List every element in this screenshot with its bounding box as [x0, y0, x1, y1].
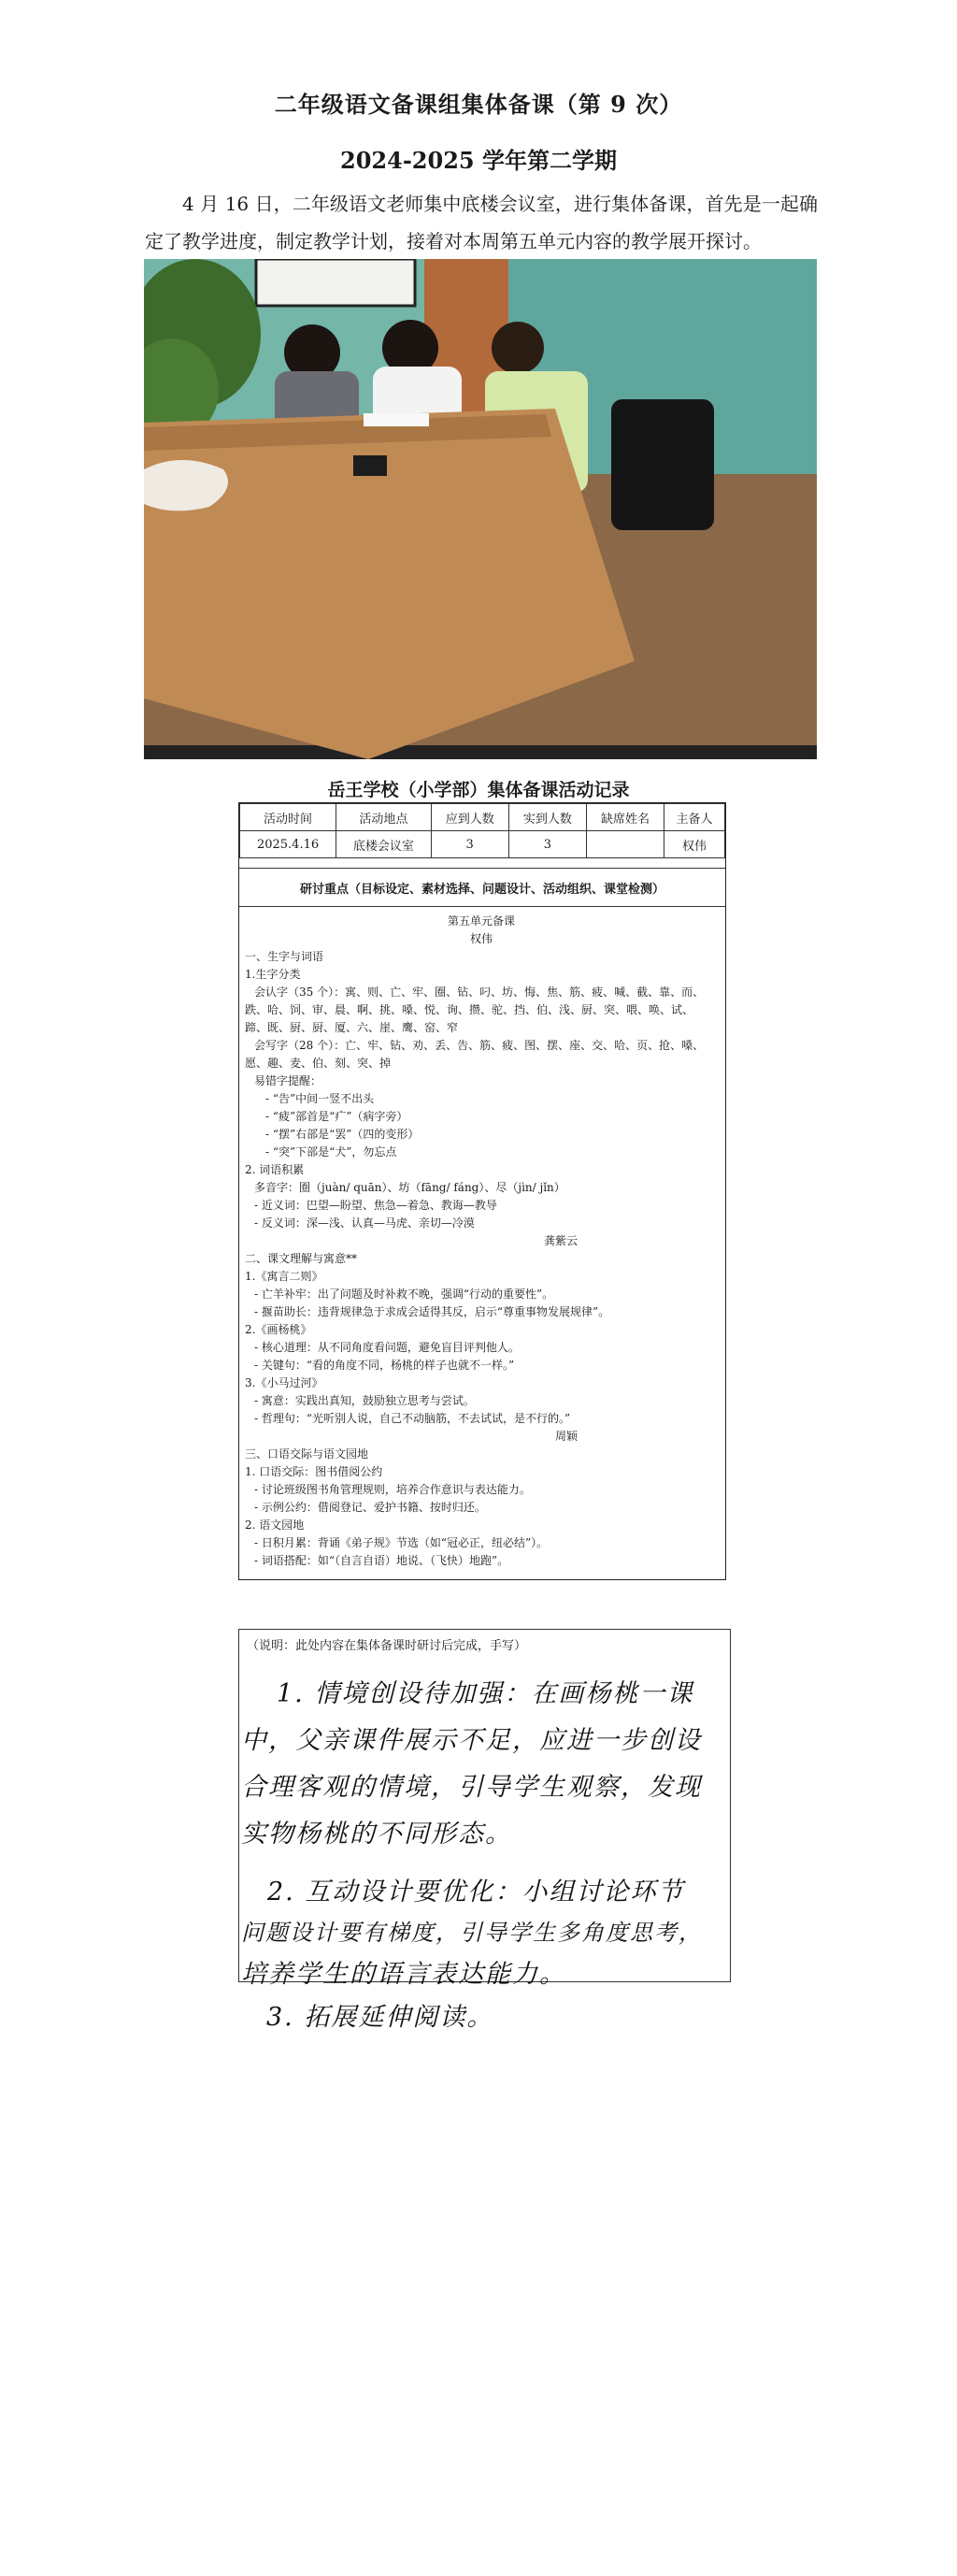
content-line: 蹄、既、厨、厨、厦、六、崖、鹰、窑、窄: [245, 1021, 459, 1034]
content-line: 2.《画杨桃》: [245, 1323, 312, 1336]
content-line: - 日积月累：背诵《弟子规》节选（如“冠必正，纽必结”）。: [254, 1536, 549, 1549]
content-line: 愿、趣、麦、伯、刻、突、掉: [245, 1057, 392, 1070]
content-line: 2. 语文园地: [245, 1518, 305, 1532]
value-cell: 底楼会议室: [336, 831, 431, 858]
content-line: - “突”下部是“犬”，勿忘点: [265, 1145, 397, 1158]
value-cell: 2025.4.16: [240, 831, 336, 858]
content-line: - 词语搭配：如“（自言自语）地说、（飞快）地跑”。: [254, 1554, 509, 1567]
content-line: 2. 词语积累: [245, 1163, 305, 1176]
author-name: 龚紫云: [543, 1234, 578, 1247]
content-line: 1. 口语交际：图书借阅公约: [245, 1465, 383, 1478]
content-line: - “告”中间一竖不出头: [265, 1092, 375, 1105]
handwritten-line: 2. 互动设计要优化：小组讨论环节: [267, 1878, 685, 1907]
content-line: - 寓意：实践出真知，鼓励独立思考与尝试。: [254, 1394, 475, 1407]
author-name: 周颖: [554, 1430, 578, 1443]
handwritten-line: 实物杨桃的不同形态。: [241, 1820, 512, 1849]
content-line: 1.《寓言二则》: [245, 1270, 323, 1283]
content-line: 二、课文理解与寓意**: [245, 1252, 358, 1265]
author-name: 权伟: [469, 932, 493, 945]
content-line: 3.《小马过河》: [245, 1376, 323, 1389]
record-info-table: [239, 803, 725, 858]
table-header-row: [240, 804, 725, 831]
header-cell: 活动地点: [336, 804, 431, 831]
content-line: 1.生字分类: [245, 968, 301, 981]
term-subtitle: 2024-2025 学年第二学期: [340, 147, 617, 174]
content-line: - 反义词：深—浅、认真—马虎、亲切—冷漠: [254, 1216, 475, 1230]
content-line: 跌、哈、饲、审、晨、啊、挑、嗓、悦、询、攒、驼、挡、伯、浅、厨、突、喂、唤、试、: [245, 1003, 694, 1016]
value-cell: 权伟: [664, 831, 725, 858]
content-line: - 哲理句：“光听别人说，自己不动脑筋，不去试试，是不行的。”: [254, 1412, 571, 1425]
content-line: 多音字：圈（juàn/ quān）、坊（fāng/ fáng）、尽（jìn/ jǐn）: [254, 1181, 565, 1194]
content-line: - 关键句：“看的角度不同，杨桃的样子也就不一样。”: [254, 1359, 515, 1372]
focus-heading: 研讨重点（目标设定、素材选择、问题设计、活动组织、课堂检测）: [239, 869, 725, 907]
content-line: - 近义词：巴望—盼望、焦急—着急、教诲—教导: [254, 1199, 497, 1212]
intro-paragraph: 4 月 16 日，二年级语文老师集中底楼会议室，进行集体备课，首先是一起确定了教学进度，制定教学计划，接着对本周第五单元内容的教学展开探讨。: [145, 193, 818, 252]
handwritten-line: 1. 情境创设待加强：在画杨桃一课: [277, 1679, 694, 1708]
handwritten-line: 问题设计要有梯度，引导学生多角度思考，: [241, 1920, 703, 1946]
content-line: - 揠苗助长：违背规律急于求成会适得其反，启示“尊重事物发展规律”。: [254, 1305, 610, 1318]
content-line: - 示例公约：借阅登记、爱护书籍、按时归还。: [254, 1501, 486, 1514]
meeting-photo: [144, 259, 817, 759]
handwritten-line: 合理客观的情境，引导学生观察，发现: [241, 1773, 702, 1802]
content-line: 会认字（35 个）：寓、则、亡、牢、圈、钻、叼、坊、悔、焦、筋、疲、喊、截、靠、而、: [254, 986, 705, 999]
content-line: 易错字提醒：: [254, 1074, 322, 1087]
handwritten-line: 3. 拓展延伸阅读。: [266, 2003, 494, 2032]
content-line: 三、口语交际与语文园地: [245, 1447, 369, 1461]
lesson-content: [239, 907, 725, 1579]
content-line: - “摆”右部是“罢”（四的变形）: [265, 1128, 420, 1141]
value-cell: 3: [431, 831, 508, 858]
handwritten-line: 中，父亲课件展示不足，应进一步创设: [241, 1726, 702, 1755]
header-cell: 应到人数: [431, 804, 508, 831]
header-cell: 主备人: [664, 804, 725, 831]
content-line: - “疲”部首是“疒”（病字旁）: [265, 1110, 408, 1123]
content-line: 会写字（28 个）：亡、牢、钻、劝、丢、告、筋、疲、图、摆、座、交、哈、页、抢、嗓、: [254, 1039, 705, 1052]
header-cell: 缺席姓名: [586, 804, 664, 831]
content-line: 一、生字与词语: [245, 950, 324, 963]
content-line: - 亡羊补牢：出了问题及时补救不晚，强调“行动的重要性”。: [254, 1288, 554, 1301]
content-line: - 讨论班级图书角管理规则，培养合作意识与表达能力。: [254, 1483, 531, 1496]
notes-label: （说明：此处内容在集体备课时研讨后完成，手写）: [247, 1639, 527, 1653]
header-cell: 实到人数: [508, 804, 586, 831]
record-title: 岳王学校（小学部）集体备课活动记录: [327, 780, 630, 800]
handwritten-line: 培养学生的语言表达能力。: [241, 1960, 566, 1989]
value-cell: [586, 831, 664, 858]
content-line: - 核心道理：从不同角度看问题，避免盲目评判他人。: [254, 1341, 520, 1354]
unit-title: 第五单元备课: [447, 914, 515, 928]
header-cell: 活动时间: [240, 804, 336, 831]
record-form: [238, 802, 726, 1580]
table-row: [240, 831, 725, 858]
document-title: 二年级语文备课组集体备课（第 9 次）: [274, 91, 683, 118]
handwritten-notes-box: [238, 1629, 731, 1989]
meeting-photo-icon: [144, 259, 817, 759]
value-cell: 3: [508, 831, 586, 858]
